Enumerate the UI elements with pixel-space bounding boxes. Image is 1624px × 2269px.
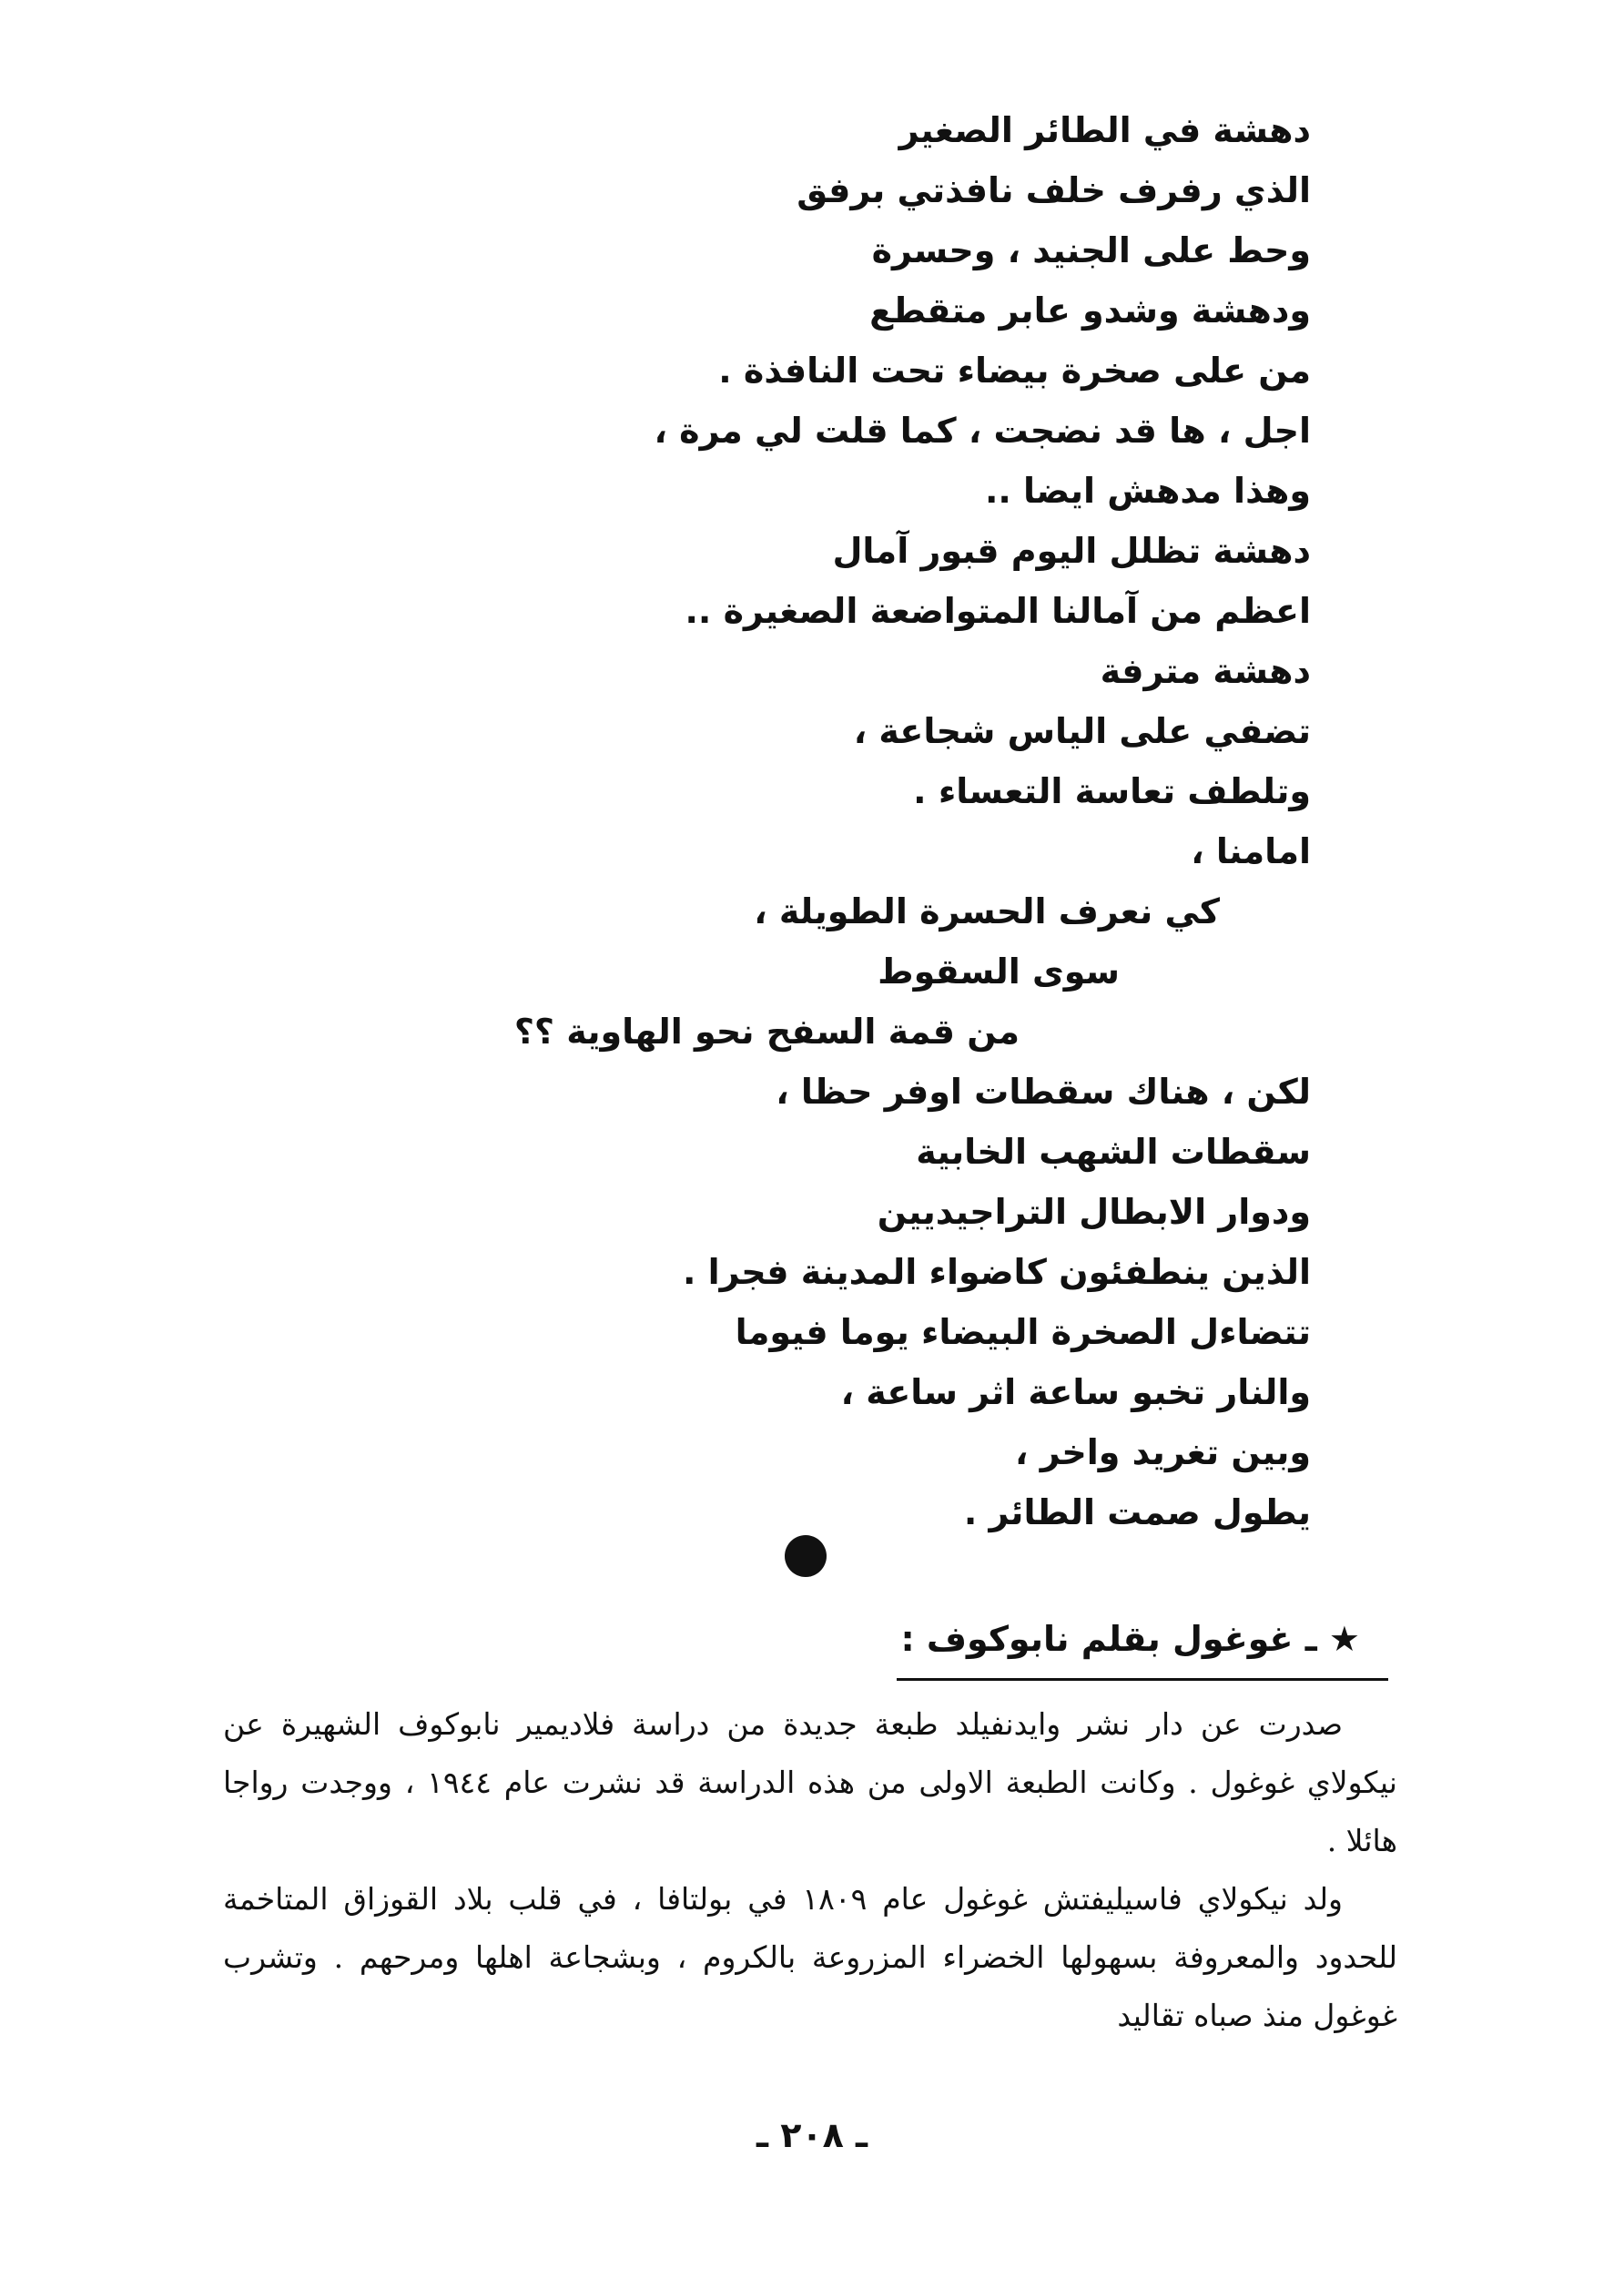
paragraph: ولد نيكولاي فاسيليفتش غوغول عام ١٨٠٩ في بولتافا ، في قلب بلاد القوزاق المتاخمة للحدود والمعروفة بسهولها الخضراء المزروعة بالكروم ، وبشجاعة اهلها ومرحهم . وتشرب غوغول منذ صباه تقاليد — [223, 1881, 1397, 2033]
page-number: ـ ٢٠٨ ـ — [756, 2115, 868, 2155]
poem-line: الذين ينطفئون كاضواء المدينة فجرا . — [682, 1252, 1311, 1292]
poem-line: والنار تخبو ساعة اثر ساعة ، — [840, 1372, 1311, 1412]
article-body — [223, 1695, 1397, 2045]
poem-line: وهذا مدهش ايضا .. — [984, 471, 1311, 511]
poem-line: اعظم من آمالنا المتواضعة الصغيرة .. — [685, 591, 1311, 631]
poem-line: يطول صمت الطائر . — [963, 1492, 1311, 1532]
poem-line: لكن ، هناك سقطات اوفر حظا ، — [776, 1072, 1311, 1112]
poem-line: وحط على الجنيد ، وحسرة — [871, 230, 1311, 270]
poem-line: تضفي على الياس شجاعة ، — [853, 711, 1311, 751]
poem-line: امامنا ، — [1191, 831, 1311, 871]
poem-line: دهشة في الطائر الصغير — [898, 110, 1311, 150]
poem-line: سقطات الشهب الخابية — [916, 1132, 1311, 1172]
paragraph: صدرت عن دار نشر وايدنفيلد طبعة جديدة من دراسة فلاديمير نابوكوف الشهيرة عن نيكولاي غوغول . وكانت الطبعة الاولى من هذه الدراسة قد نشرت عام ١٩٤٤ ، ووجدت رواجا هائلا . — [223, 1706, 1397, 1858]
poem-line: وبين تغريد واخر ، — [1015, 1432, 1311, 1472]
poem-line: سوى السقوط — [878, 951, 1120, 992]
poem-line: دهشة تظلل اليوم قبور آمال — [832, 531, 1311, 571]
heading-underline — [897, 1678, 1388, 1681]
poem — [437, 100, 1311, 1542]
poem-line: وتلطف تعاسة التعساء . — [913, 771, 1311, 811]
poem-line: الذي رفرف خلف نافذتي برفق — [797, 170, 1311, 210]
poem-line: كي نعرف الحسرة الطويلة ، — [754, 891, 1220, 931]
poem-line: تتضاءل الصخرة البيضاء يوما فيوما — [735, 1312, 1311, 1352]
poem-line: اجل ، ها قد نضجت ، كما قلت لي مرة ، — [654, 411, 1311, 451]
poem-line: ودوار الابطال التراجيديين — [877, 1192, 1311, 1232]
section-separator-dot — [785, 1535, 827, 1577]
poem-line: ودهشة وشدو عابر متقطع — [869, 290, 1311, 331]
poem-line: دهشة مترفة — [1100, 651, 1311, 691]
poem-line: من قمة السفح نحو الهاوية ؟؟ — [513, 1012, 1020, 1052]
section-heading: ★ ـ غوغول بقلم نابوكوف : — [900, 1619, 1360, 1659]
poem-line: من على صخرة بيضاء تحت النافذة . — [718, 351, 1311, 391]
